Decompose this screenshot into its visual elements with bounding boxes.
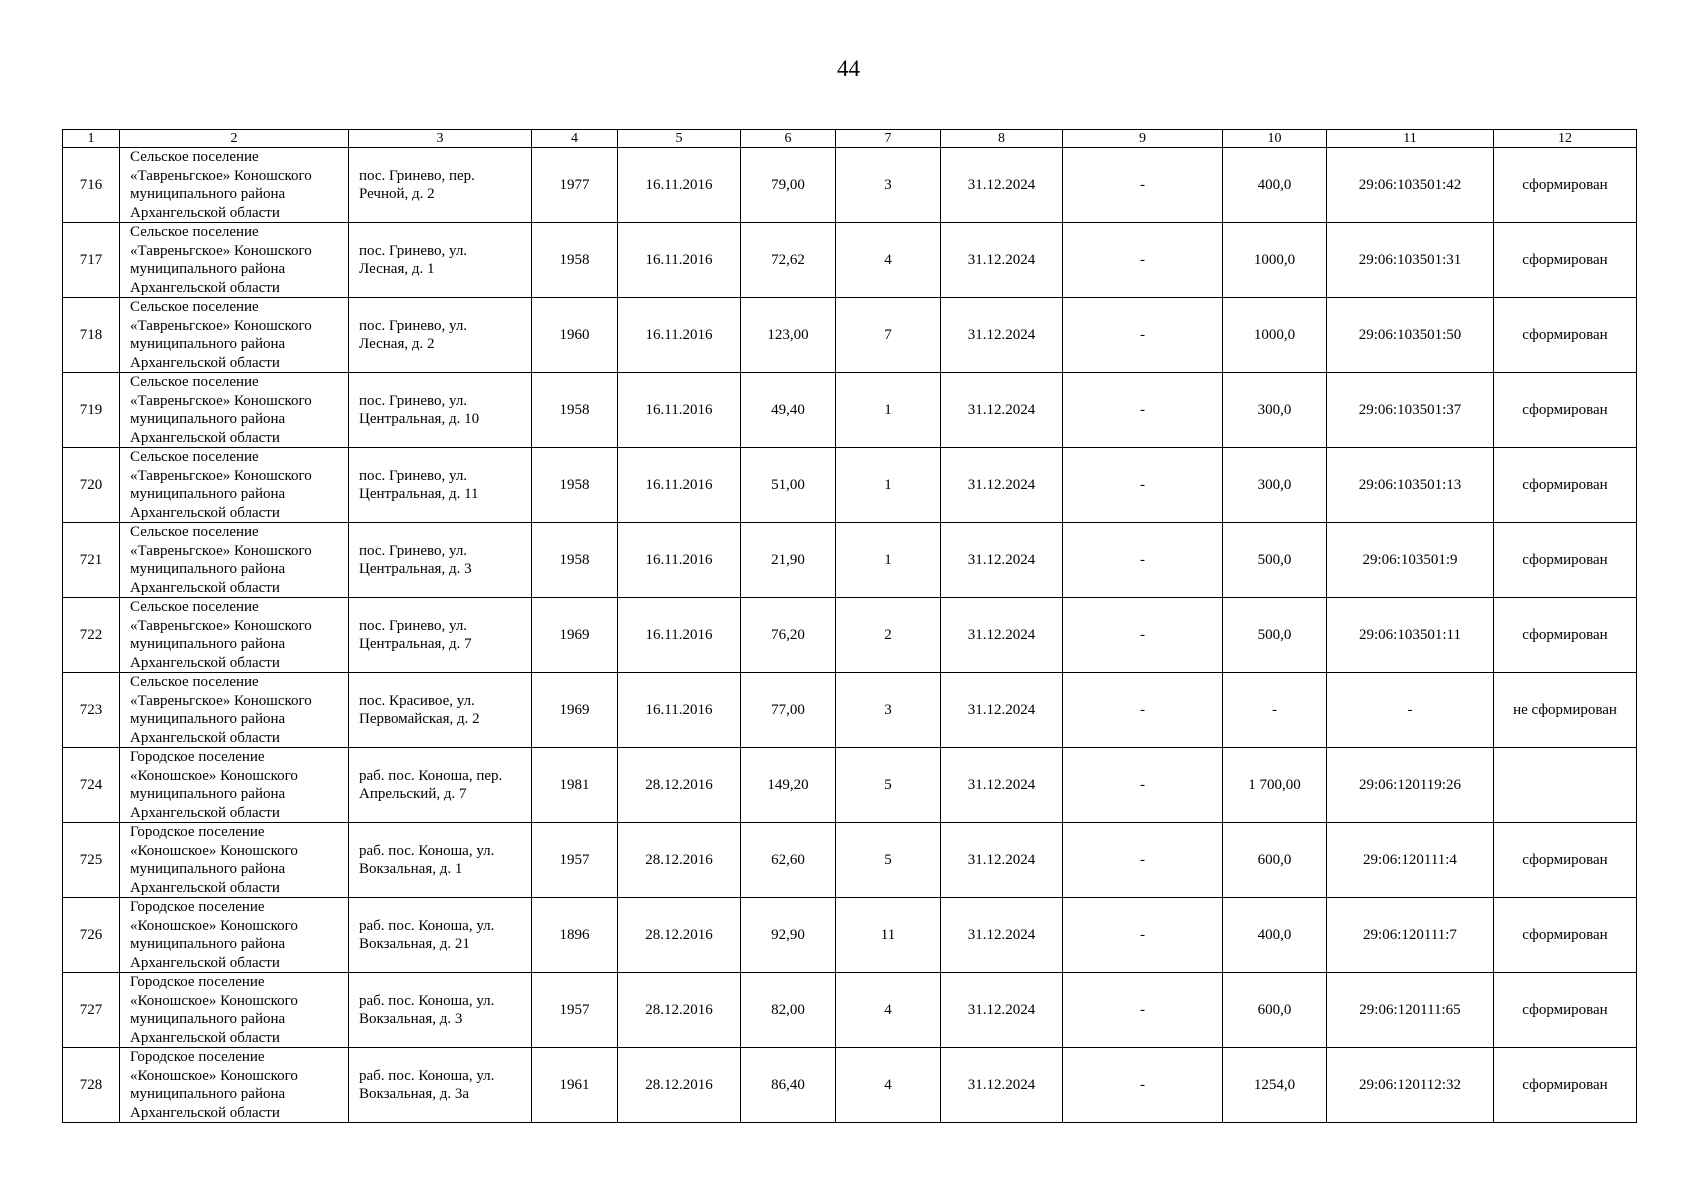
residents-count-cell: 1 <box>836 373 941 448</box>
date-cell: 28.12.2016 <box>618 823 741 898</box>
year-cell: 1958 <box>532 448 618 523</box>
residents-count-cell: 4 <box>836 1048 941 1123</box>
cadastral-number-cell: 29:06:103501:37 <box>1327 373 1494 448</box>
column-9-cell: - <box>1063 1048 1223 1123</box>
land-area-cell: 1 700,00 <box>1223 748 1327 823</box>
column-header-5: 5 <box>618 130 741 148</box>
table-row <box>63 598 1637 673</box>
cadastral-number-cell: 29:06:120111:65 <box>1327 973 1494 1048</box>
table-row <box>63 673 1637 748</box>
status-cell <box>1494 748 1637 823</box>
year-cell: 1969 <box>532 598 618 673</box>
table-row <box>63 148 1637 223</box>
date-cell: 16.11.2016 <box>618 373 741 448</box>
residents-count-cell: 1 <box>836 523 941 598</box>
status-cell: сформирован <box>1494 448 1637 523</box>
cadastral-number-cell: 29:06:103501:11 <box>1327 598 1494 673</box>
land-area-cell: 500,0 <box>1223 523 1327 598</box>
row-number-cell: 716 <box>63 148 120 223</box>
cadastral-number-cell: 29:06:120111:7 <box>1327 898 1494 973</box>
cadastral-number-cell: - <box>1327 673 1494 748</box>
column-header-12: 12 <box>1494 130 1637 148</box>
cadastral-number-cell: 29:06:103501:31 <box>1327 223 1494 298</box>
address-cell: раб. пос. Коноша, ул. Вокзальная, д. 21 <box>349 898 532 973</box>
deadline-cell: 31.12.2024 <box>941 223 1063 298</box>
table-row <box>63 748 1637 823</box>
column-header-1: 1 <box>63 130 120 148</box>
settlement-cell: Сельское поселение «Тавреньгское» Коношского муниципального района Архангельской области <box>120 523 349 598</box>
status-cell: сформирован <box>1494 898 1637 973</box>
year-cell: 1961 <box>532 1048 618 1123</box>
address-cell: пос. Гринево, ул. Лесная, д. 2 <box>349 298 532 373</box>
deadline-cell: 31.12.2024 <box>941 898 1063 973</box>
year-cell: 1896 <box>532 898 618 973</box>
column-9-cell: - <box>1063 223 1223 298</box>
land-area-cell: 300,0 <box>1223 448 1327 523</box>
settlement-cell: Сельское поселение «Тавреньгское» Коношского муниципального района Архангельской области <box>120 598 349 673</box>
settlement-cell: Сельское поселение «Тавреньгское» Коношского муниципального района Архангельской области <box>120 148 349 223</box>
column-9-cell: - <box>1063 523 1223 598</box>
column-9-cell: - <box>1063 748 1223 823</box>
residents-count-cell: 5 <box>836 748 941 823</box>
residents-count-cell: 1 <box>836 448 941 523</box>
deadline-cell: 31.12.2024 <box>941 148 1063 223</box>
deadline-cell: 31.12.2024 <box>941 823 1063 898</box>
column-header-2: 2 <box>120 130 349 148</box>
status-cell: сформирован <box>1494 1048 1637 1123</box>
deadline-cell: 31.12.2024 <box>941 448 1063 523</box>
status-cell: сформирован <box>1494 973 1637 1048</box>
date-cell: 16.11.2016 <box>618 598 741 673</box>
column-9-cell: - <box>1063 448 1223 523</box>
row-number-cell: 717 <box>63 223 120 298</box>
address-cell: раб. пос. Коноша, ул. Вокзальная, д. 3 <box>349 973 532 1048</box>
settlement-cell: Сельское поселение «Тавреньгское» Коношского муниципального района Архангельской области <box>120 373 349 448</box>
date-cell: 28.12.2016 <box>618 1048 741 1123</box>
land-area-cell: 400,0 <box>1223 148 1327 223</box>
area-cell: 149,20 <box>741 748 836 823</box>
table-body <box>63 148 1637 1123</box>
row-number-cell: 723 <box>63 673 120 748</box>
address-cell: пос. Гринево, ул. Лесная, д. 1 <box>349 223 532 298</box>
deadline-cell: 31.12.2024 <box>941 1048 1063 1123</box>
year-cell: 1981 <box>532 748 618 823</box>
cadastral-number-cell: 29:06:120119:26 <box>1327 748 1494 823</box>
residents-count-cell: 3 <box>836 148 941 223</box>
row-number-cell: 725 <box>63 823 120 898</box>
column-9-cell: - <box>1063 898 1223 973</box>
settlement-cell: Городское поселение «Коношское» Коношского муниципального района Архангельской области <box>120 823 349 898</box>
area-cell: 62,60 <box>741 823 836 898</box>
deadline-cell: 31.12.2024 <box>941 748 1063 823</box>
page-number: 44 <box>837 56 860 81</box>
land-area-cell: 600,0 <box>1223 973 1327 1048</box>
column-number-row <box>63 130 1637 148</box>
land-area-cell: 1254,0 <box>1223 1048 1327 1123</box>
cadastral-number-cell: 29:06:120112:32 <box>1327 1048 1494 1123</box>
area-cell: 77,00 <box>741 673 836 748</box>
deadline-cell: 31.12.2024 <box>941 523 1063 598</box>
date-cell: 28.12.2016 <box>618 748 741 823</box>
column-9-cell: - <box>1063 373 1223 448</box>
column-9-cell: - <box>1063 973 1223 1048</box>
address-cell: раб. пос. Коноша, ул. Вокзальная, д. 3а <box>349 1048 532 1123</box>
column-header-9: 9 <box>1063 130 1223 148</box>
row-number-cell: 724 <box>63 748 120 823</box>
settlement-cell: Городское поселение «Коношское» Коношского муниципального района Архангельской области <box>120 748 349 823</box>
settlement-cell: Городское поселение «Коношское» Коношского муниципального района Архангельской области <box>120 898 349 973</box>
cadastral-number-cell: 29:06:103501:42 <box>1327 148 1494 223</box>
year-cell: 1960 <box>532 298 618 373</box>
date-cell: 16.11.2016 <box>618 223 741 298</box>
cadastral-number-cell: 29:06:103501:50 <box>1327 298 1494 373</box>
deadline-cell: 31.12.2024 <box>941 973 1063 1048</box>
deadline-cell: 31.12.2024 <box>941 373 1063 448</box>
area-cell: 49,40 <box>741 373 836 448</box>
date-cell: 16.11.2016 <box>618 148 741 223</box>
table-row <box>63 298 1637 373</box>
land-area-cell: 1000,0 <box>1223 298 1327 373</box>
residents-count-cell: 4 <box>836 973 941 1048</box>
year-cell: 1957 <box>532 973 618 1048</box>
column-9-cell: - <box>1063 298 1223 373</box>
status-cell: сформирован <box>1494 223 1637 298</box>
year-cell: 1958 <box>532 223 618 298</box>
table-row <box>63 223 1637 298</box>
table-row <box>63 823 1637 898</box>
address-cell: пос. Гринево, пер. Речной, д. 2 <box>349 148 532 223</box>
address-cell: пос. Красивое, ул. Первомайская, д. 2 <box>349 673 532 748</box>
residents-count-cell: 7 <box>836 298 941 373</box>
settlement-cell: Городское поселение «Коношское» Коношского муниципального района Архангельской области <box>120 1048 349 1123</box>
row-number-cell: 727 <box>63 973 120 1048</box>
column-9-cell: - <box>1063 673 1223 748</box>
land-area-cell: 400,0 <box>1223 898 1327 973</box>
address-cell: раб. пос. Коноша, пер. Апрельский, д. 7 <box>349 748 532 823</box>
area-cell: 82,00 <box>741 973 836 1048</box>
address-cell: пос. Гринево, ул. Центральная, д. 3 <box>349 523 532 598</box>
row-number-cell: 720 <box>63 448 120 523</box>
residents-count-cell: 3 <box>836 673 941 748</box>
residents-count-cell: 4 <box>836 223 941 298</box>
column-header-7: 7 <box>836 130 941 148</box>
date-cell: 16.11.2016 <box>618 448 741 523</box>
column-header-3: 3 <box>349 130 532 148</box>
deadline-cell: 31.12.2024 <box>941 598 1063 673</box>
year-cell: 1958 <box>532 373 618 448</box>
status-cell: не сформирован <box>1494 673 1637 748</box>
status-cell: сформирован <box>1494 823 1637 898</box>
settlement-cell: Сельское поселение «Тавреньгское» Коношского муниципального района Архангельской области <box>120 223 349 298</box>
table-row <box>63 898 1637 973</box>
address-cell: пос. Гринево, ул. Центральная, д. 11 <box>349 448 532 523</box>
column-9-cell: - <box>1063 148 1223 223</box>
residents-count-cell: 11 <box>836 898 941 973</box>
address-cell: пос. Гринево, ул. Центральная, д. 7 <box>349 598 532 673</box>
status-cell: сформирован <box>1494 523 1637 598</box>
deadline-cell: 31.12.2024 <box>941 298 1063 373</box>
housing-table <box>62 129 1637 1123</box>
area-cell: 51,00 <box>741 448 836 523</box>
column-header-6: 6 <box>741 130 836 148</box>
land-area-cell: - <box>1223 673 1327 748</box>
settlement-cell: Городское поселение «Коношское» Коношского муниципального района Архангельской области <box>120 973 349 1048</box>
area-cell: 86,40 <box>741 1048 836 1123</box>
column-9-cell: - <box>1063 823 1223 898</box>
land-area-cell: 600,0 <box>1223 823 1327 898</box>
column-9-cell: - <box>1063 598 1223 673</box>
row-number-cell: 726 <box>63 898 120 973</box>
column-header-11: 11 <box>1327 130 1494 148</box>
address-cell: раб. пос. Коноша, ул. Вокзальная, д. 1 <box>349 823 532 898</box>
column-header-8: 8 <box>941 130 1063 148</box>
year-cell: 1969 <box>532 673 618 748</box>
address-cell: пос. Гринево, ул. Центральная, д. 10 <box>349 373 532 448</box>
column-header-10: 10 <box>1223 130 1327 148</box>
table-row <box>63 448 1637 523</box>
row-number-cell: 722 <box>63 598 120 673</box>
row-number-cell: 718 <box>63 298 120 373</box>
date-cell: 16.11.2016 <box>618 523 741 598</box>
settlement-cell: Сельское поселение «Тавреньгское» Коношского муниципального района Архангельской области <box>120 448 349 523</box>
area-cell: 123,00 <box>741 298 836 373</box>
date-cell: 16.11.2016 <box>618 298 741 373</box>
status-cell: сформирован <box>1494 148 1637 223</box>
year-cell: 1977 <box>532 148 618 223</box>
row-number-cell: 721 <box>63 523 120 598</box>
table-row <box>63 373 1637 448</box>
year-cell: 1958 <box>532 523 618 598</box>
area-cell: 79,00 <box>741 148 836 223</box>
area-cell: 21,90 <box>741 523 836 598</box>
date-cell: 16.11.2016 <box>618 673 741 748</box>
land-area-cell: 500,0 <box>1223 598 1327 673</box>
cadastral-number-cell: 29:06:103501:9 <box>1327 523 1494 598</box>
row-number-cell: 728 <box>63 1048 120 1123</box>
area-cell: 72,62 <box>741 223 836 298</box>
area-cell: 76,20 <box>741 598 836 673</box>
column-header-4: 4 <box>532 130 618 148</box>
table-row <box>63 523 1637 598</box>
land-area-cell: 300,0 <box>1223 373 1327 448</box>
cadastral-number-cell: 29:06:120111:4 <box>1327 823 1494 898</box>
date-cell: 28.12.2016 <box>618 973 741 1048</box>
row-number-cell: 719 <box>63 373 120 448</box>
area-cell: 92,90 <box>741 898 836 973</box>
settlement-cell: Сельское поселение «Тавреньгское» Коношского муниципального района Архангельской области <box>120 298 349 373</box>
table-row <box>63 973 1637 1048</box>
date-cell: 28.12.2016 <box>618 898 741 973</box>
deadline-cell: 31.12.2024 <box>941 673 1063 748</box>
table-row <box>63 1048 1637 1123</box>
residents-count-cell: 5 <box>836 823 941 898</box>
status-cell: сформирован <box>1494 373 1637 448</box>
status-cell: сформирован <box>1494 598 1637 673</box>
settlement-cell: Сельское поселение «Тавреньгское» Коношского муниципального района Архангельской области <box>120 673 349 748</box>
residents-count-cell: 2 <box>836 598 941 673</box>
status-cell: сформирован <box>1494 298 1637 373</box>
year-cell: 1957 <box>532 823 618 898</box>
land-area-cell: 1000,0 <box>1223 223 1327 298</box>
cadastral-number-cell: 29:06:103501:13 <box>1327 448 1494 523</box>
